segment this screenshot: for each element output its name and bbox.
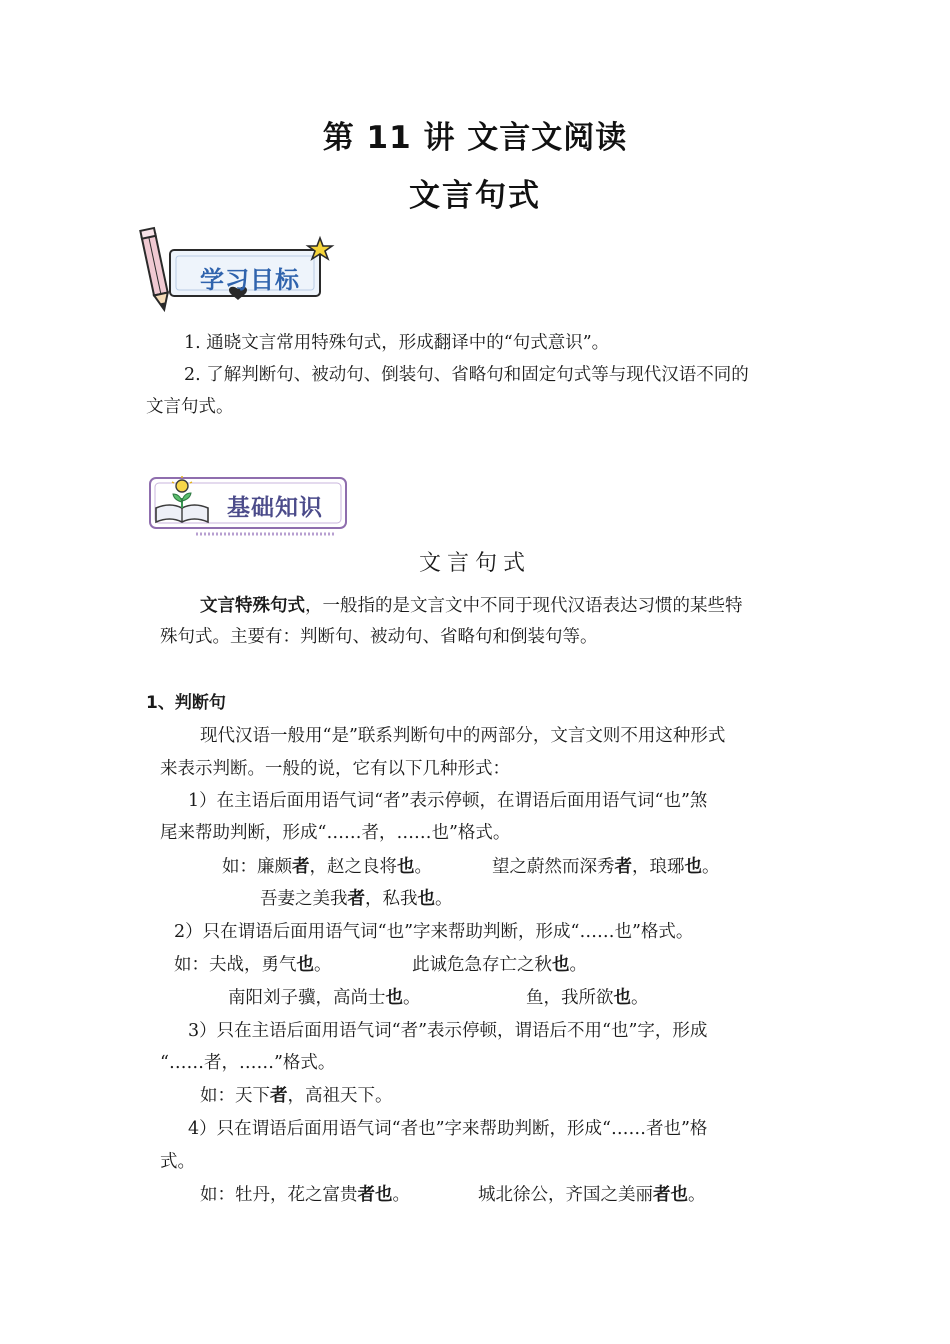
form4-example-2: 城北徐公，齐国之美丽者也。: [478, 1185, 706, 1205]
knowledge-badge: [146, 474, 350, 538]
form4-example-1: 如：牡丹，花之富贵者也。: [200, 1185, 410, 1205]
form2-line-1: 2）只在谓语后面用语气词“也”字来帮助判断，形成“……也”格式。: [174, 922, 694, 942]
judge-desc-line-2: 来表示判断。一般的说，它有以下几种形式：: [160, 759, 510, 779]
intro-line-1: 文言特殊句式，一般指的是文言文中不同于现代汉语表达习惯的某些特: [200, 596, 743, 616]
form4-line-2: 式。: [160, 1152, 195, 1172]
form2-example-4: 鱼，我所欲也。: [526, 988, 649, 1008]
objective-item-2-line1: 2. 了解判断句、被动句、倒装句、省略句和固定句式等与现代汉语不同的: [184, 365, 749, 385]
form1-example-1: 如：廉颇者，赵之良将也。: [222, 857, 432, 877]
section-title: 文言句式: [418, 551, 531, 576]
judge-desc-line-1: 现代汉语一般用“是”联系判断句中的两部分，文言文则不用这种形式: [200, 726, 726, 746]
knowledge-badge-label: 基础知识: [227, 495, 323, 521]
page-title: 第 11 讲 文言文阅读: [322, 120, 628, 156]
section-heading-judgment: 1、判断句: [146, 693, 226, 713]
objectives-badge: [138, 226, 338, 316]
form1-example-3: 吾妻之美我者，私我也。: [260, 889, 453, 909]
form1-line-1: 1）在主语后面用语气词“者”表示停顿，在谓语后面用语气词“也”煞: [188, 791, 708, 811]
objective-item-2-line2: 文言句式。: [146, 397, 234, 417]
form2-example-1: 如：夫战，勇气也。: [174, 955, 332, 975]
form3-line-2: “……者，……”格式。: [160, 1053, 336, 1073]
form2-example-2: 此诚危急存亡之秋也。: [412, 955, 587, 975]
form1-line-2: 尾来帮助判断，形成“……者，……也”格式。: [160, 823, 511, 843]
form4-line-1: 4）只在谓语后面用语气词“者也”字来帮助判断，形成“……者也”格: [188, 1119, 708, 1139]
form3-line-1: 3）只在主语后面用语气词“者”表示停顿，谓语后不用“也”字，形成: [188, 1021, 708, 1041]
objectives-badge-label: 学习目标: [200, 266, 300, 294]
form2-example-3: 南阳刘子骥，高尚士也。: [228, 988, 421, 1008]
form1-example-2: 望之蔚然而深秀者，琅琊也。: [492, 857, 720, 877]
objective-item-1: 1. 通晓文言常用特殊句式，形成翻译中的“句式意识”。: [184, 333, 610, 353]
page-subtitle: 文言句式: [409, 178, 541, 214]
intro-term: 文言特殊句式: [200, 596, 305, 616]
form3-example-1: 如：天下者，高祖天下。: [200, 1086, 393, 1106]
intro-line-2: 殊句式。主要有：判断句、被动句、省略句和倒装句等。: [160, 627, 598, 647]
